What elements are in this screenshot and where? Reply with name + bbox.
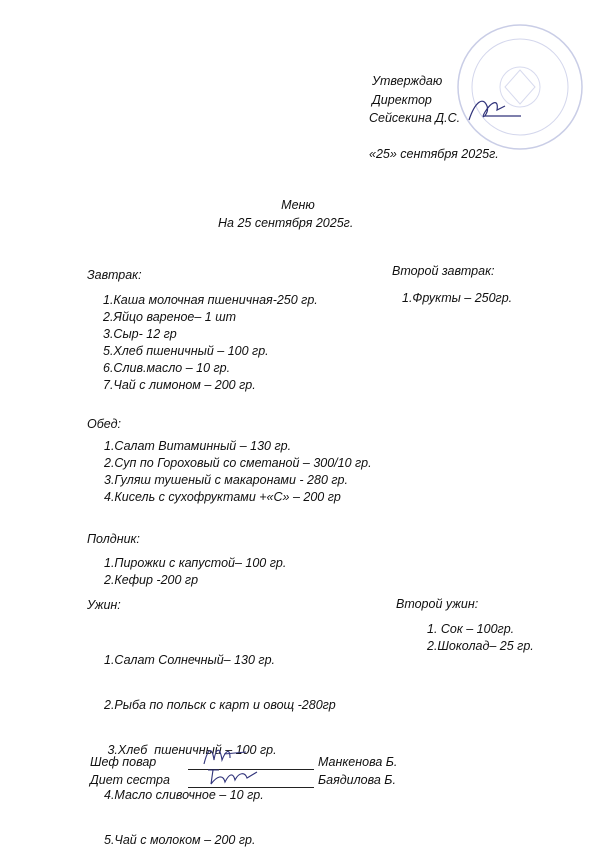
- director-name: Сейсекина Д.С.: [369, 111, 461, 125]
- lunch-heading: Обед:: [87, 417, 121, 431]
- list-item: 2.Яйцо вареное– 1 шт: [103, 310, 236, 324]
- list-item: 7.Чай с лимоном – 200 гр.: [103, 378, 256, 392]
- menu-date: На 25 сентября 2025г.: [218, 216, 354, 230]
- diet-nurse-label: Диет сестра: [90, 773, 170, 787]
- breakfast-heading: Завтрак:: [87, 268, 142, 282]
- snack-list: [104, 555, 286, 589]
- diet-nurse-signature: [205, 762, 260, 790]
- list-item: 3.Хлеб пшеничный – 100 гр.: [104, 743, 277, 757]
- list-item: 5.Чай с молоком – 200 гр.: [104, 833, 256, 847]
- list-item: 4.Масло сливочное – 10 гр.: [104, 788, 264, 802]
- list-item: 1.Салат Витаминный – 130 гр.: [104, 439, 292, 453]
- diet-nurse-name: Баядилова Б.: [318, 773, 396, 787]
- director-position: Директор: [372, 93, 432, 107]
- list-item: 2.Шоколад– 25 гр.: [427, 639, 534, 653]
- list-item: 1.Салат Солнечный– 130 гр.: [104, 653, 276, 667]
- list-item: 5.Хлеб пшеничный – 100 гр.: [103, 344, 269, 358]
- chef-name: Манкенова Б.: [318, 755, 398, 769]
- list-item: 1. Сок – 100гр.: [427, 622, 515, 636]
- list-item: 4.Кисель с сухофруктами +«С» – 200 гр: [104, 490, 341, 504]
- list-item: 2.Суп по Гороховый со сметаной – 300/10 гр.: [104, 456, 372, 470]
- list-item: 1.Каша молочная пшеничная-250 гр.: [103, 293, 318, 307]
- second-dinner-list: [427, 621, 534, 655]
- official-seal: [455, 22, 585, 152]
- chef-label: Шеф повар: [90, 755, 157, 769]
- second-breakfast-list: [402, 290, 512, 307]
- second-breakfast-heading: Второй завтрак:: [392, 264, 495, 278]
- approval-date: «25» сентября 2025г.: [369, 147, 499, 161]
- menu-title: Меню: [281, 198, 315, 212]
- director-signature: [465, 92, 525, 126]
- list-item: 3.Сыр- 12 гр: [103, 327, 177, 341]
- approve-label: Утверждаю: [372, 74, 443, 88]
- lunch-list: [104, 438, 372, 506]
- list-item: 1.Фрукты – 250гр.: [402, 291, 513, 305]
- list-item: 3.Гуляш тушеный с макаронами - 280 гр.: [104, 473, 348, 487]
- list-item: 1.Пирожки с капустой– 100 гр.: [104, 556, 287, 570]
- list-item: 2.Кефир -200 гр: [104, 573, 199, 587]
- list-item: 2.Рыба по польск с карт и овощ -280гр: [104, 698, 336, 712]
- list-item: 6.Слив.масло – 10 гр.: [103, 361, 231, 375]
- second-dinner-heading: Второй ужин:: [396, 597, 479, 611]
- dinner-heading: Ужин:: [87, 598, 121, 612]
- snack-heading: Полдник:: [87, 532, 140, 546]
- breakfast-list: [103, 292, 318, 394]
